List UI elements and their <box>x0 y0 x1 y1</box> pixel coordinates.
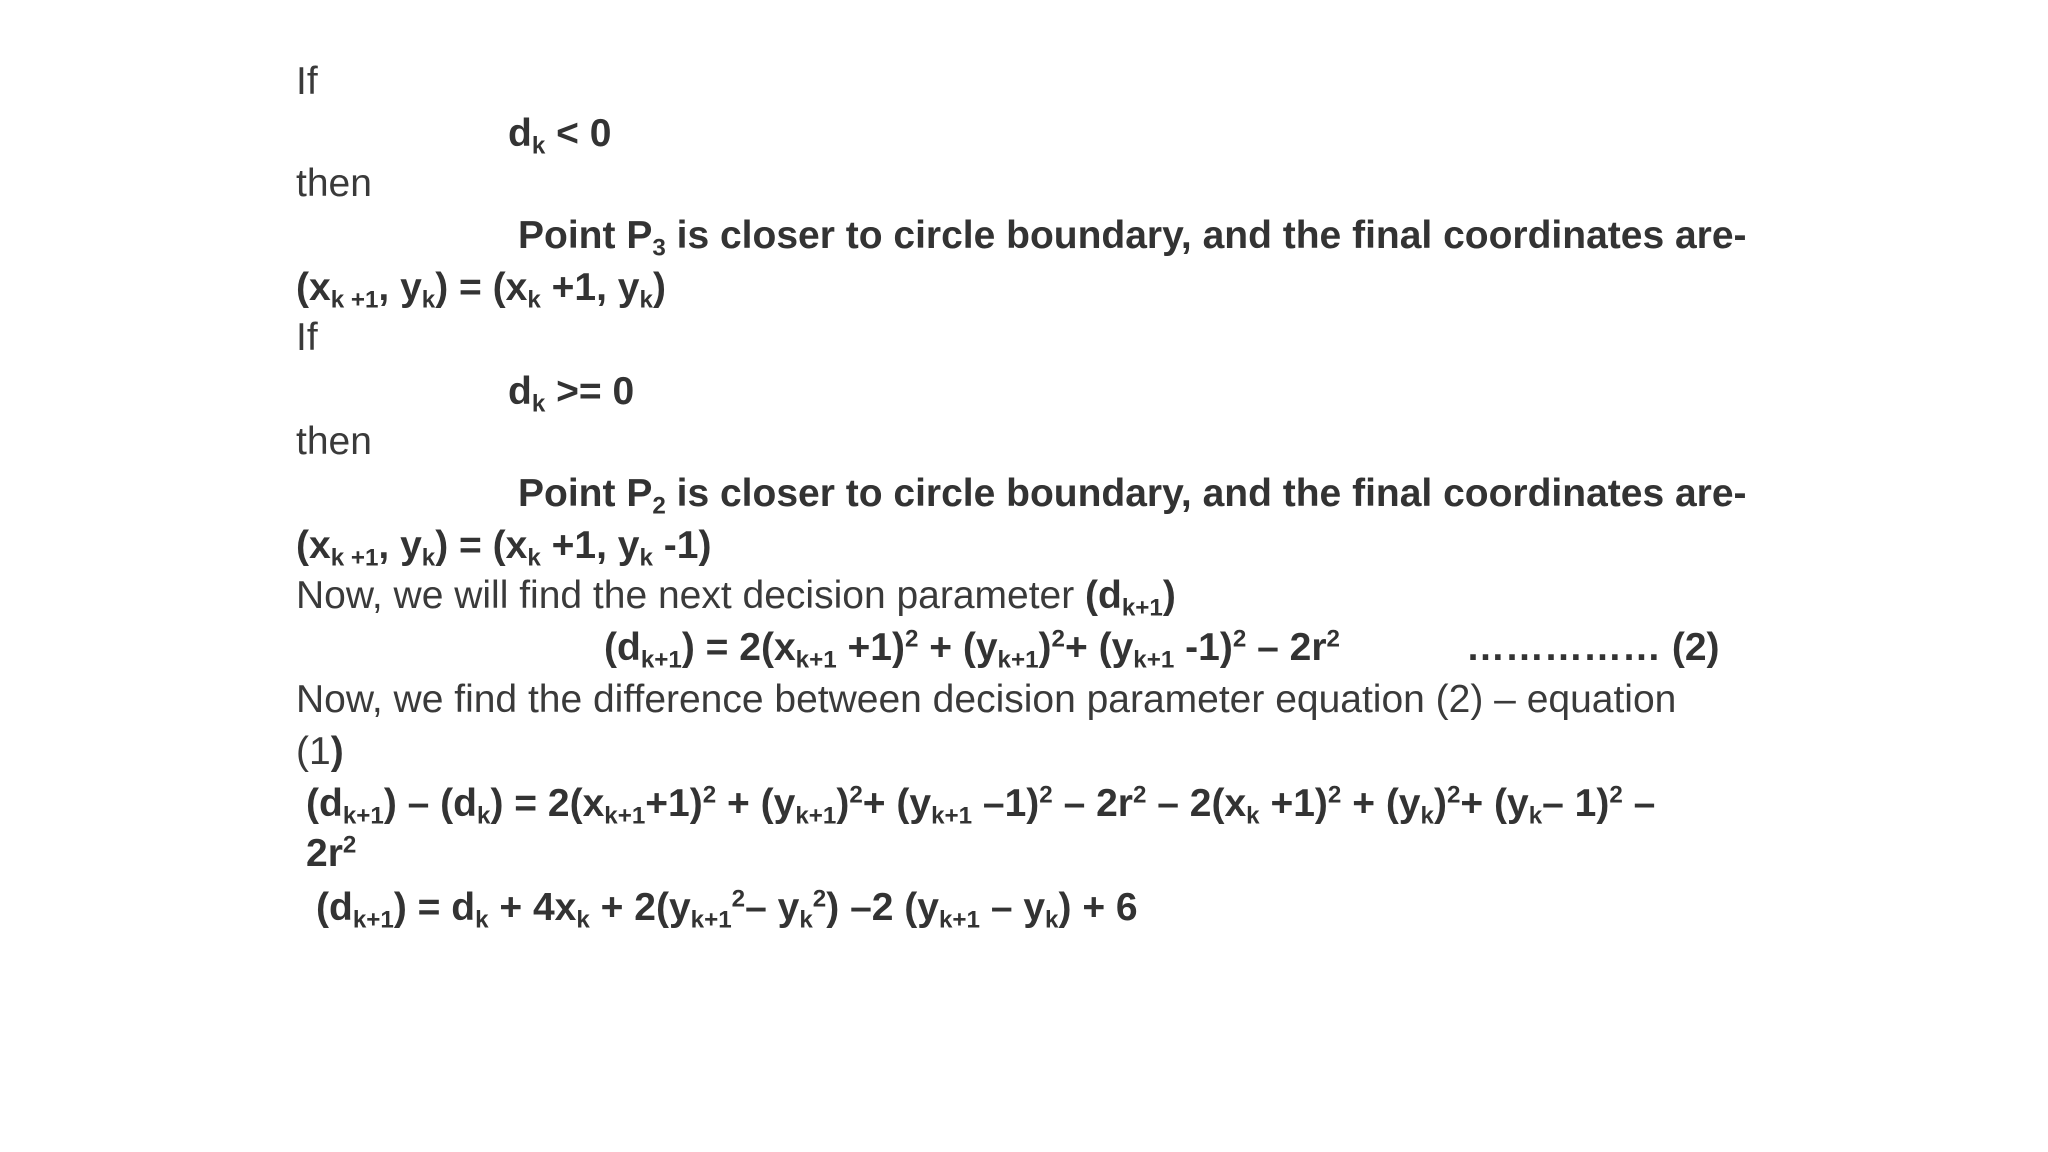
condition-dk-less-than-zero: $d_k < 0$ <box>508 112 612 160</box>
difference-equation-continued: $2r^2$ <box>306 831 357 875</box>
point-p3-statement: Point $P_3$ is closer to circle boundary, and the final coordinates are- <box>518 214 1747 262</box>
if-label-2: If <box>296 316 318 359</box>
difference-equation: $(d_{k+1}) - (d_k) = 2(x_{k+1}+1)^2 + (y_{k+1})^2+ (y_{k+1}$ $-1)^2 - 2r^2 - 2(x_k +1)^2 + (y_k)^2+ (y_k-$ 1)$^2$ – <box>306 781 1656 830</box>
difference-text-line-1: Now, we find the difference between decision parameter equation (2) – equation <box>296 678 1677 721</box>
condition-dk-greater-equal-zero: $d_k >= 0$ <box>508 370 635 418</box>
point-p2-statement: Point $P_2$ is closer to circle boundary, and the final coordinates are- <box>518 472 1747 520</box>
if-label-1: If <box>296 60 318 103</box>
next-decision-parameter-text: Now, we will find the next decision parameter $(d_{k+1})$ <box>296 574 1176 622</box>
then-label-1: then <box>296 162 372 205</box>
coordinates-case-1: ($x_{k +1}$, $y_k) = (x_k +1$, $y_k$) <box>296 266 666 314</box>
coordinates-case-2: ($x_{k +1}$, $y_k) = (x_k +1$, $y_k$ -1) <box>296 524 712 572</box>
then-label-2: then <box>296 420 372 463</box>
final-decision-equation: $(d_{k+1}) = d_k + 4x_k + 2(y_{k+1}^2-$ $y_k^2$) –2 $(y_{k+1} - y_k) + 6$ <box>316 885 1138 934</box>
equation-2-label: …………… (2) <box>1466 626 1720 669</box>
equation-2: $(d_{k+1}) = 2(x_{k+1} +1)^2 + (y_{k+1})^2+ (y_{k+1}$ $-1)^2 - 2r^2$ <box>604 625 1340 674</box>
difference-text-line-2: (1) <box>296 730 344 773</box>
